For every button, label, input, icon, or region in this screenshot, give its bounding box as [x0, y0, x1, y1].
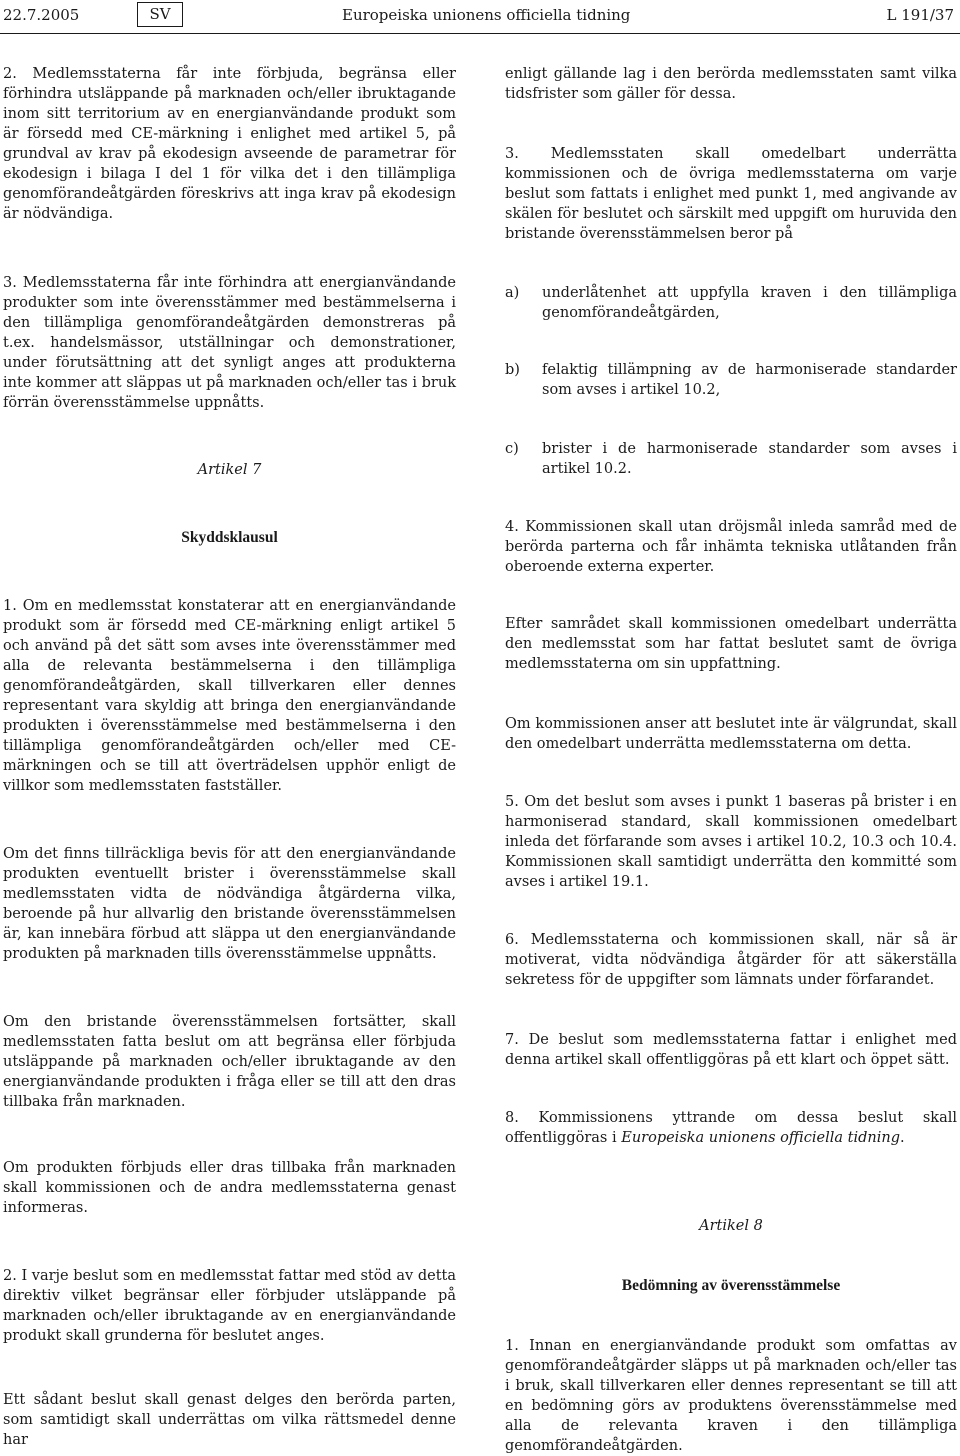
paragraph-art7-2b: Ett sådant beslut skall genast delges den berörda parten, som samtidigt skall underrättas om vilka rättsmedel denne har: [3, 1392, 456, 1448]
paragraph-art7-1: 1. Om en medlemsstat konstaterar att en energianvändande produkt som är försedd med CE-märkning enligt artikel 5 och använd på det sätt som avses inte överensstämmer med alla de relevanta bestämmelserna i den tillämpliga genomförandeåtgärden, skall tillverkaren eller dennes representant vara skyldig att bringa den energianvändande produkten i överensstämmelse med bestämmelserna i den tillämpliga genomförandeåtgärden och/eller med CE-märkningen och se till att överträdelsen upphör enligt de villkor som medlemsstaten fastställer.: [3, 598, 456, 794]
language-badge: SV: [137, 2, 183, 27]
journal-title: Europeiska unionens officiella tidning: [342, 6, 631, 24]
paragraph-continuation: enligt gällande lag i den berörda medlemsstaten samt vilka tidsfrister som gäller för dessa.: [505, 66, 957, 102]
paragraph-art7-8-text: 8. Kommissionens yttrande om dessa beslut skall offentliggöras i: [505, 1110, 957, 1146]
paragraph-art7-4: 4. Kommissionen skall utan dröjsmål inleda samråd med de berörda parterna och får inhämta tekniska utlåtanden från oberoende externa experter.: [505, 519, 957, 575]
list-item: [505, 283, 957, 323]
paragraph-art7-8: [505, 1108, 957, 1148]
header-rule: [0, 33, 960, 34]
paragraph-art7-1b: Om det finns tillräckliga bevis för att den energianvändande produkten eventuellt brister i överensstämmelse skall medlemsstaten vidta de nödvändiga åtgärderna vilka, beroende på hur allvarlig den bristande överensstämmelsen är, kan innebära förbud att släppa ut den energianvändande produkten på marknaden tills överensstämmelse uppnåtts.: [3, 846, 456, 962]
list-item-text: underlåtenhet att uppfylla kraven i den tillämpliga genomförandeåtgärden,: [542, 285, 957, 321]
paragraph-art7-2: 2. I varje beslut som en medlemsstat fattar med stöd av detta direktiv vilket begränsar eller förbjuder utsläppande på marknaden och/eller ibruktagande av en energianvändande produkt skall grunderna för beslutet anges.: [3, 1268, 456, 1344]
paragraph-art6-2: 2. Medlemsstaterna får inte förbjuda, begränsa eller förhindra utsläppande på marknaden och/eller ibruktagande inom sitt territorium av en energianvändande produkt som är försedd med CE-märkning i enlighet med artikel 5, på grundval av krav på ekodesign avseende de parametrar för ekodesign i bilaga I del 1 för vilka det i den tillämpliga genomförandeåtgärden föreskrivs att inga krav på ekodesign är nödvändiga.: [3, 66, 456, 222]
article-8-heading: Artikel 8: [699, 1218, 763, 1234]
list-item: [505, 439, 957, 479]
page-number: L 191/37: [886, 6, 954, 24]
list-item-label: c): [505, 441, 519, 457]
paragraph-art7-8-end: .: [900, 1130, 905, 1146]
journal-name-italic: Europeiska unionens officiella tidning: [621, 1130, 901, 1146]
paragraph-art7-3: 3. Medlemsstaten skall omedelbart underrätta kommissionen och de övriga medlemsstaterna om varje beslut som fattats i enlighet med punkt 1, med angivande av skälen för beslutet och särskilt med uppgift om huruvida den bristande överensstämmelsen beror på: [505, 146, 957, 242]
paragraph-art6-3: 3. Medlemsstaterna får inte förhindra att energianvändande produkter som inte överensstämmer med bestämmelserna i den tillämpliga genomförandeåtgärden demonstreras på t.ex. handelsmässor, utställningar och demonstrationer, under förutsättning att det synligt anges att produkterna inte kommer att släppas ut på marknaden och/eller tas i bruk förrän överensstämmelse uppnåtts.: [3, 275, 456, 411]
list-item-text: felaktig tillämpning av de harmoniserade standarder som avses i artikel 10.2,: [542, 362, 957, 398]
paragraph-art7-1d: Om produkten förbjuds eller dras tillbaka från marknaden skall kommissionen och de andra medlemsstaterna genast informeras.: [3, 1160, 456, 1216]
article-7-heading: Artikel 7: [197, 462, 262, 478]
list-item-text: brister i de harmoniserade standarder som avses i artikel 10.2.: [542, 441, 957, 477]
paragraph-art7-7: 7. De beslut som medlemsstaterna fattar i enlighet med denna artikel skall offentliggöras på ett klart och öppet sätt.: [505, 1032, 957, 1068]
list-item: [505, 360, 957, 400]
publication-date: 22.7.2005: [3, 6, 80, 24]
paragraph-art7-5: 5. Om det beslut som avses i punkt 1 baseras på brister i en harmoniserad standard, skall kommissionen omedelbart inleda det förfarande som avses i artikel 10.2, 10.3 och 10.4. Kommissionen skall samtidigt underrätta den kommitté som avses i artikel 19.1.: [505, 794, 957, 890]
paragraph-art7-6: 6. Medlemsstaterna och kommissionen skall, när så är motiverat, vidta nödvändiga åtgärder för att säkerställa sekretess för de uppgifter som lämnats under förfarandet.: [505, 932, 957, 988]
paragraph-art7-1c: Om den bristande överensstämmelsen fortsätter, skall medlemsstaten fatta beslut om att begränsa eller förbjuda utsläppande på marknaden och/eller ibruktagande av den energianvändande produkten i fråga eller se till att den dras tillbaka från marknaden.: [3, 1014, 456, 1110]
article-7-title: Skyddsklausul: [181, 529, 278, 546]
paragraph-art8-1: 1. Innan en energianvändande produkt som omfattas av genomförandeåtgärder släpps ut på marknaden och/eller tas i bruk, skall tillverkaren eller dennes representant se till att en bedömning görs av produktens överensstämmelse med alla de relevanta kraven i den tillämpliga genomförandeåtgärden.: [505, 1338, 957, 1454]
paragraph-art7-4b: Efter samrådet skall kommissionen omedelbart underrätta den medlemsstat som har fattat beslutet samt de övriga medlemsstaterna om sin uppfattning.: [505, 616, 957, 672]
page-header: [0, 0, 960, 34]
list-item-label: a): [505, 285, 520, 301]
list-item-label: b): [505, 362, 520, 378]
paragraph-art7-4c: Om kommissionen anser att beslutet inte är välgrundat, skall den omedelbart underrätta medlemsstaterna om detta.: [505, 716, 957, 752]
article-8-title: Bedömning av överensstämmelse: [621, 1277, 841, 1294]
